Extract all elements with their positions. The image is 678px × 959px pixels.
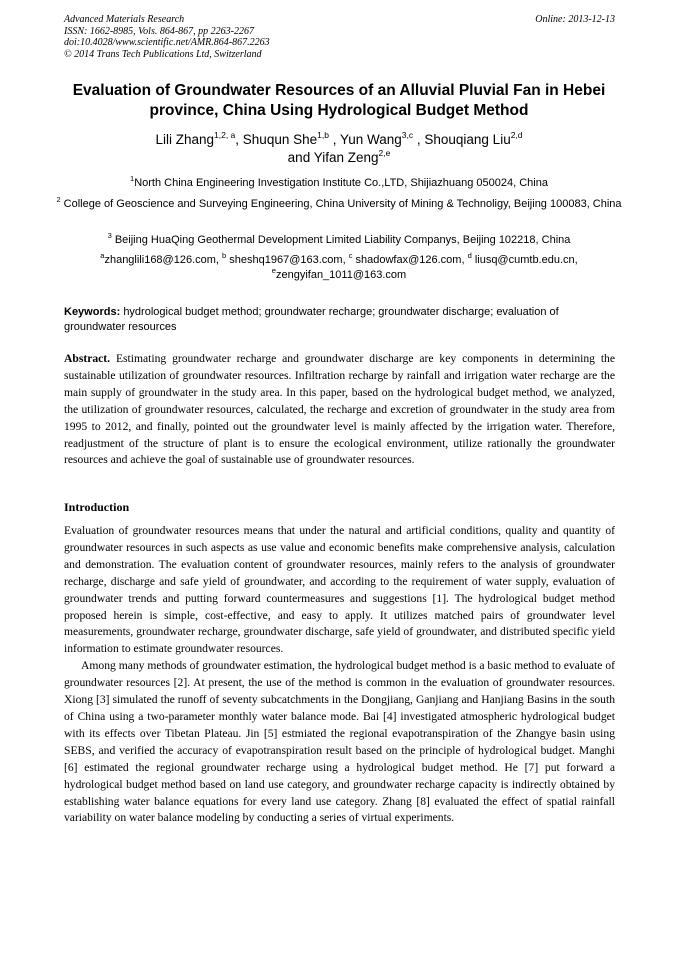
author-name: Shouqiang Liu [424, 132, 511, 147]
journal-name: Advanced Materials Research [64, 14, 185, 25]
email-mark: e [271, 266, 276, 275]
author-list [40, 131, 638, 167]
email-list [40, 253, 638, 283]
author-name: Lili Zhang [155, 132, 214, 147]
email-address: sheshq1967@163.com, [229, 254, 346, 266]
affiliation-text: College of Geoscience and Surveying Engineering, China University of Mining & Technoligy, Beijing 100083, China [63, 198, 622, 210]
email-mark: a [100, 251, 105, 260]
email-address: zengyifan_1011@163.com [275, 269, 407, 281]
email-mark: d [467, 251, 472, 260]
author-name: Shuqun She [242, 132, 318, 147]
affiliation-number: 3 [107, 231, 112, 240]
affiliation-3 [40, 233, 638, 248]
author-affiliation-mark: 2,d [510, 130, 523, 140]
online-date: Online: 2013-12-13 [535, 14, 615, 25]
author-affiliation-mark: 1,2, a [214, 130, 236, 140]
author-affiliation-mark: 1,b [317, 130, 329, 140]
author-separator: , [328, 132, 340, 147]
abstract [64, 351, 615, 469]
email-mark: c [348, 251, 353, 260]
affiliation-text: Beijing HuaQing Geothermal Development Limited Liability Companys, Beijing 102218, China [114, 234, 571, 246]
abstract-text: Estimating groundwater recharge and groundwater discharge are key components in determining the sustainable utilization of groundwater resources. Infiltration recharge by rainfall and irrigation water recharge are the main supply of groundwater in the study area. In this paper, based on the hydrological budget method, we analyzed, the utilization of groundwater resources, calculated, the recharge and excretion of groundwater in the study area from 1995 to 2012, and finally, pointed out the groundwater level is mainly affected by the irrigation water. Therefore, readjustment of the structure of plant is to ensure the ecological environment, utilize rationally the groundwater resources and achieve the goal of sustainable use of groundwater resources. [64, 352, 615, 467]
author-separator: and [287, 150, 314, 165]
author-affiliation-mark: 3,c [401, 130, 414, 140]
abstract-label: Abstract. [64, 352, 111, 365]
author-line-2 [40, 149, 638, 167]
author-separator: , [235, 132, 243, 147]
paragraph: Evaluation of groundwater resources means that under the natural and artificial conditions, quality and quantity of groundwater resources in such aspects as use value and economic benefits make comprehensive analysis, calculation and demonstration. The evaluation content of groundwater resources, mainly refers to the analysis of groundwater recharge, discharge and safe yield of groundwater, and according to the requirement of water supply, evaluation of groundwater trends and putting forward countermeasures and suggestions [1]. The hydrological budget method proposed herein is simple, cost-effective, and easy to apply. It utilizes matched pairs of groundwater level measurements, groundwater recharge, groundwater discharge, safe yield of groundwater, and distributed specific yield information to estimate groundwater resources. [64, 524, 615, 656]
author-name: Yun Wang [339, 132, 402, 147]
introduction-body [64, 523, 615, 827]
author-separator: , [413, 132, 425, 147]
author-line-1 [40, 131, 638, 149]
keywords-text: hydrological budget method; groundwater recharge; groundwater discharge; evaluation of groundwater resources [64, 306, 559, 333]
doi-line: doi:10.4028/www.scientific.net/AMR.864-867.2263 [64, 37, 270, 48]
email-address: zhanglili168@126.com, [104, 254, 219, 266]
keywords [64, 305, 615, 335]
author-affiliation-mark: 2,e [378, 148, 391, 158]
affiliation-number: 1 [130, 174, 135, 183]
affiliation-number: 2 [56, 195, 61, 204]
issn-line: ISSN: 1662-8985, Vols. 864-867, pp 2263-2267 [64, 25, 254, 37]
paragraph: Among many methods of groundwater estimation, the hydrological budget method is a basic method to evaluate of groundwater resources [2]. At present, the use of the method is common in the evaluation of groundwater resources. Xiong [3] simulated the runoff of seventy subcatchments in the Dongjiang, Ganjiang and Hanjiang Basins in the south of China using a two-parameter monthly water balance mode. Bai [4] investigated atmospheric hydrological budget with its effects over Tibetan Plateau. Jin [5] estmiated the regional evapotranspiration of the Zhangye basin using SEBS, and verified the accuracy of evapotranspiration result based on the principle of hydrological budget. Manghi [6] estimated the regional groundwater recharge using a hydrological budget method. He [7] put forward a hydrological budget method based on land use category, and groundwater recharge capacity is indirectly obtained by establishing water balance equations for every land use category. Zhang [8] evaluated the effect of spatial rainfall variability on water balance modeling by conducting a series of virtual experiments. [64, 659, 615, 825]
paper-title: Evaluation of Groundwater Resources of an Alluvial Pluvial Fan in Hebei province, China Using Hydrological Budget Method [72, 82, 606, 119]
journal-header [64, 14, 615, 60]
copyright-line: © 2014 Trans Tech Publications Ltd, Switzerland [64, 48, 262, 60]
section-heading-introduction: Introduction [64, 500, 130, 514]
affiliation-1 [40, 176, 638, 191]
affiliation-2 [40, 197, 638, 212]
affiliation-text: North China Engineering Investigation Institute Co.,LTD, Shijiazhuang 050024, China [134, 177, 548, 189]
keywords-label: Keywords: [64, 306, 121, 318]
author-name: Yifan Zeng [313, 150, 379, 165]
email-mark: b [222, 251, 227, 260]
email-address: shadowfax@126.com, [355, 254, 465, 266]
email-address: liusq@cumtb.edu.cn, [474, 254, 578, 266]
